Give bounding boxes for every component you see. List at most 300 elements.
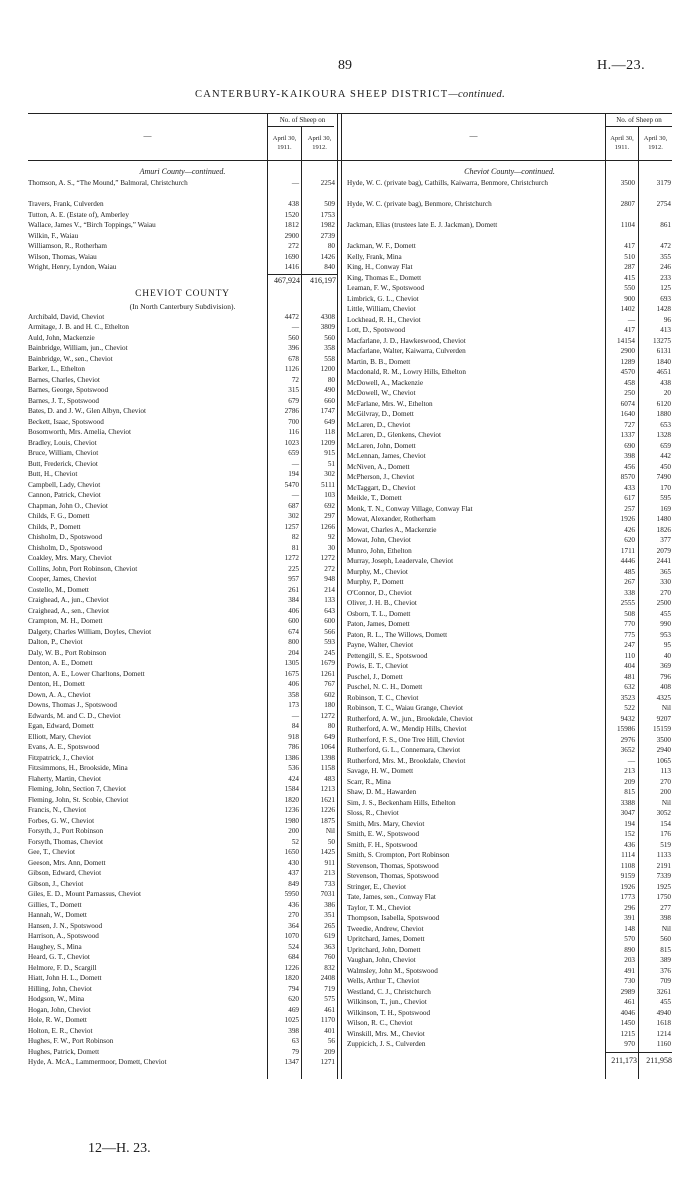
sheep-count-1911: 678 [288,354,299,363]
table-row [347,735,672,746]
holder-name: Tutton, A. E. (Estate of), Amberley [28,210,129,219]
sheep-count-1911: 727 [624,420,635,429]
sheep-count-1911: — [291,491,299,499]
table-row [28,252,337,263]
sheep-count-1912: 213 [324,869,335,877]
holder-name: Hughes, F. W., Port Robinson [28,1037,114,1045]
sheep-count-1912: 1272 [320,711,335,720]
table-row [347,819,672,830]
sheep-count-1911: 3388 [620,798,635,807]
holder-name: McTaggart, D., Cheviot [347,483,416,492]
table-row [28,564,337,575]
sheep-count-1911: 1386 [284,753,299,762]
sheep-count-1911: 1711 [620,546,635,555]
table-row [347,598,672,609]
right-total-1911: 211,173 [611,1055,637,1065]
holder-name: Childs, F. G., Domett [28,512,90,520]
table-row [28,805,337,816]
holder-name: Mowat, Alexander, Rotherham [347,515,436,523]
page-footer: 12—H. 23. [88,1141,151,1156]
sheep-count-1912: 40 [663,651,671,660]
sheep-count-1911: 430 [288,858,299,867]
sheep-count-1912: 1160 [656,1040,671,1048]
sheep-count-1911: 438 [288,200,299,208]
sheep-count-1912: 558 [324,354,335,363]
sheep-count-1912: 1158 [320,764,335,772]
table-row [28,511,337,522]
sheep-count-1912: 265 [324,921,335,930]
sheep-count-1912: 643 [324,606,335,615]
holder-name: Murphy, M., Cheviot [347,567,408,576]
holder-name: Leaman, F. W., Spotswood [347,284,425,292]
table-row [347,651,672,662]
sheep-count-1911: 14154 [617,336,635,345]
table-row [347,378,672,389]
holder-name: McLaren, D., Glenkens, Cheviot [347,431,442,439]
sheep-count-1911: 148 [624,924,635,933]
table-row [347,903,672,914]
table-row [347,430,672,441]
table-row [28,375,337,386]
sheep-count-1912: 566 [324,627,335,636]
holder-name: Upritchard, John, Domett [347,945,421,954]
page-title [0,89,700,100]
sheep-count-1912: 118 [324,428,335,436]
table-row [347,703,672,714]
sheep-count-1912: 408 [660,683,671,691]
sheep-count-1911: — [291,323,299,331]
holder-name: O'Connor, D., Cheviot [347,588,412,597]
sheep-count-1912: 2191 [656,861,671,870]
sheep-count-1911: 600 [288,617,299,625]
table-row [347,304,672,315]
holder-name: Robinson, T. C., Waiau Grange, Cheviot [347,704,464,712]
sheep-count-1912: 1925 [656,882,671,891]
sheep-count-1911: 364 [288,921,299,930]
sheep-count-1911: 550 [624,284,635,292]
sheep-count-1911: 4570 [620,368,635,376]
sheep-count-1911: 700 [288,417,299,426]
sheep-count-1911: 1820 [284,974,299,982]
holder-name: Vaughan, John, Cheviot [347,956,416,964]
holder-name: McLennan, James, Cheviot [347,452,426,460]
sheep-count-1912: 9207 [656,714,671,723]
holder-name: Oliver, J. H. B., Cheviot [347,599,417,607]
table-row [28,1047,337,1058]
sheep-count-1911: 510 [624,252,635,261]
sheep-count-1912: 1428 [656,305,671,313]
table-row [347,609,672,620]
table-row [347,840,672,851]
holder-name: Stevenson, Thomas, Spotswood [347,861,439,870]
sheep-count-1912: 80 [327,375,335,384]
sheep-count-1911: 338 [624,588,635,597]
sheep-count-1911: 849 [288,879,299,888]
sheep-count-1911: 815 [624,788,635,796]
holder-name: Crampton, M. H., Domett [28,617,103,625]
sheep-count-1911: 415 [624,273,635,282]
table-row [28,1015,337,1026]
table-row [28,700,337,711]
sheep-count-1912: 80 [327,242,335,250]
holder-name: Elliott, Mary, Cheviot [28,732,92,741]
table-row [28,427,337,438]
sheep-count-1911: 674 [288,627,299,636]
holder-name: Daly, W. B., Port Robinson [28,648,107,657]
sheep-count-1911: 1023 [284,438,299,447]
sheep-count-1912: 832 [324,963,335,972]
sheep-count-1912: 4940 [656,1008,671,1017]
holder-name: Beckett, Isaac, Spotswood [28,417,104,426]
table-row [28,522,337,533]
table-row [28,220,337,231]
sheep-count-1912: 377 [660,536,671,544]
holder-name: Armitage, J. B. and H. C., Ethelton [28,323,130,331]
sheep-count-1911: 250 [624,389,635,397]
sheep-count-1911: 72 [291,375,299,384]
sheep-count-1912: 277 [660,903,671,912]
table-row [347,934,672,945]
table-row [347,577,672,588]
holder-name: Mowat, John, Cheviot [347,536,411,544]
sheep-count-1911: 213 [624,767,635,775]
holder-name: Bradley, Louis, Cheviot [28,438,97,447]
amuri-list [28,178,337,273]
right-total-1912: 211,958 [646,1055,672,1065]
table-row [28,459,337,470]
holder-name: Barnes, J. T., Spotswood [28,396,100,405]
sheep-count-1911: 3500 [620,179,635,187]
holder-name: Hiatt, John H. L., Domett [28,974,102,982]
holder-name: Hilling, John, Cheviot [28,984,92,993]
sheep-count-1912: 911 [324,858,335,867]
holder-name: Limbrick, G. L., Cheviot [347,294,419,303]
sheep-count-1911: 522 [624,704,635,712]
sheep-count-1912: 840 [324,263,335,271]
table-row [347,588,672,599]
holder-name: Wilkin, F., Waiau [28,231,79,240]
sheep-count-1912: 1064 [320,743,335,751]
table-row [28,448,337,459]
table-row [28,952,337,963]
sheep-count-1911: 1812 [284,221,299,229]
holder-name: Zuppicich, J. S., Culverden [347,1040,426,1048]
table-row [347,976,672,987]
sheep-count-1911: 918 [288,732,299,741]
sheep-count-1912: Nil [661,798,671,807]
sheep-count-1911: 1305 [284,659,299,667]
sheep-count-1912: 209 [324,1047,335,1056]
table-row [347,451,672,462]
sheep-count-1912: 233 [660,273,671,282]
sheep-count-1912: 272 [324,564,335,573]
holder-name: Tate, James, sen., Conway Flat [347,893,436,901]
holder-name: Bates, D. and J. W., Glen Albyn, Cheviot [28,407,146,415]
table-row [347,420,672,431]
sheep-count-1912: 95 [663,641,671,649]
holder-name: McFarlane, Mrs. W., Ethelton [347,399,433,408]
holder-name: Haughey, S., Mina [28,942,82,951]
holder-name: Thompson, Isabella, Spotswood [347,914,440,922]
sheep-count-1912: 709 [660,977,671,985]
sheep-count-1912: 3179 [656,179,671,187]
right-column [347,166,672,1068]
holder-name: Payne, Walter, Cheviot [347,641,414,649]
table-row [28,585,337,596]
sheep-count-1912: 1840 [656,357,671,366]
table-row [347,714,672,725]
sheep-count-1912: 5111 [321,480,335,489]
table-row [28,984,337,995]
sheep-count-1912: 401 [324,1026,335,1035]
table-row [28,847,337,858]
sheep-count-1911: 398 [288,1026,299,1035]
sheep-count-1911: — [627,315,635,324]
holder-name: Jackman, W. F., Domett [347,242,416,250]
title-text: CANTERBURY-KAIKOURA SHEEP DISTRICT [194,89,449,100]
sheep-count-1912: 509 [324,200,335,208]
sheep-count-1911: 436 [624,840,635,849]
holder-name: Meikle, T., Domett [347,494,402,502]
sheep-count-1912: 1679 [320,659,335,667]
sheep-count-1911: 3523 [620,693,635,702]
sheep-count-1912: 376 [660,966,671,975]
table-row [28,532,337,543]
sheep-count-1912: 1133 [656,851,671,859]
holder-name: McGilvray, D., Domett [347,410,414,418]
sheep-count-1912: 442 [660,452,671,460]
sheep-count-1912: 483 [324,774,335,783]
sheep-count-1912: 619 [324,932,335,940]
holder-name: Macfarlane, Walter, Kaiwarra, Culverden [347,347,466,355]
table-row [347,535,672,546]
sheep-count-1911: 2989 [620,987,635,996]
sheep-count-1912: 1398 [320,753,335,762]
sheep-count-1911: 1337 [620,431,635,439]
sheep-count-1911: 424 [288,774,299,783]
table-row [28,364,337,375]
sheep-count-1911: 524 [288,942,299,951]
sheep-count-1911: 1347 [284,1058,299,1066]
table-row [347,861,672,872]
holder-name: Coakley, Mrs. Mary, Cheviot [28,554,112,562]
table-row [28,721,337,732]
sheep-count-1911: 2900 [620,347,635,355]
holder-name: Down, A. A., Cheviot [28,690,91,699]
sheep-count-1911: 481 [624,672,635,681]
sheep-count-1912: 170 [660,483,671,492]
sheep-count-1912: 760 [324,953,335,961]
holder-name: McDowell, W., Cheviot [347,389,416,397]
sheep-count-1911: 15986 [617,725,635,733]
sheep-count-1912: 1266 [320,522,335,531]
holder-name: Francis, N., Cheviot [28,806,87,814]
sheep-count-1912: 767 [324,680,335,688]
sheep-count-1912: 3809 [320,323,335,331]
table-row [347,294,672,305]
left-name-header: — [143,131,152,140]
sheep-count-1912: 1261 [320,669,335,678]
sheep-count-1911: 461 [624,998,635,1006]
sheep-count-1912: 693 [660,294,671,303]
holder-name: Butt, H., Cheviot [28,470,78,478]
sheep-count-1912: 2739 [320,231,335,240]
table-row [28,784,337,795]
table-row [347,567,672,578]
sheep-count-1911: 2786 [284,407,299,415]
holder-name: Hansen, J. N., Spotswood [28,921,103,930]
sheep-count-1911: 225 [288,564,299,573]
holder-name: Macfarlane, J. D., Hawkeswood, Cheviot [347,336,466,345]
sheep-count-1911: 1108 [620,861,635,870]
table-row [28,480,337,491]
sheep-count-1912: 1426 [320,252,335,261]
holder-name: Hyde, W. C. (private bag), Benmore, Christchurch [347,200,492,208]
sheep-count-1912: 455 [660,998,671,1006]
table-row [28,262,337,273]
holder-name: Lockhead, R. H., Cheviot [347,315,421,324]
holder-name: Scarr, R., Mina [347,777,391,786]
left-col2-header: April 30, 1912. [307,135,332,151]
sheep-count-1912: 2408 [320,974,335,982]
table-row [28,396,337,407]
holder-name: Rutherford, Mrs. M., Brookdale, Cheviot [347,756,466,765]
holder-name: Denton, H., Domett [28,680,85,688]
sheep-count-1912: 1826 [656,525,671,534]
sheep-count-1911: — [291,711,299,720]
sheep-count-1912: 915 [324,449,335,457]
holder-name: McDowell, A., Mackenzie [347,378,424,387]
sheep-count-1912: 719 [324,984,335,993]
table-row [28,858,337,869]
table-row [28,679,337,690]
holder-name: Fleming, John, St. Scobie, Cheviot [28,795,129,804]
sheep-count-1912: 595 [660,494,671,502]
holder-name: Osborn, T. L., Domett [347,609,411,618]
sheep-count-1911: — [291,179,299,187]
sheep-count-1912: 270 [660,588,671,597]
holder-name: Fitzsimmons, H., Brookside, Mina [28,764,128,772]
sheep-count-1912: 92 [327,533,335,541]
table-row [28,942,337,953]
sheep-count-1911: 469 [288,1005,299,1014]
sheep-count-1912: 176 [660,830,671,838]
sheep-count-1911: 1289 [620,357,635,366]
holder-name: Shaw, D. M., Hawarden [347,788,417,796]
holder-name: Rutherford, A. W., Mendip Hills, Cheviot [347,725,467,733]
holder-name: Craighead, A., sen., Cheviot [28,606,110,615]
holder-name: Munro, John, Ethelton [347,546,412,555]
sheep-count-1911: 417 [624,326,635,334]
holder-name: Tweedie, Andrew, Cheviot [347,924,424,933]
table-row [347,1018,672,1029]
table-row [28,343,337,354]
table-row [28,816,337,827]
sheep-count-1911: 84 [291,722,299,730]
sheep-count-1911: 1690 [284,252,299,261]
table-row [28,543,337,554]
holder-name: Geeson, Mrs. Ann, Domett [28,858,106,867]
holder-name: Evans, A. E., Spotswood [28,743,100,751]
sheep-count-1912: 649 [324,732,335,741]
table-row [347,987,672,998]
sheep-count-1911: 209 [624,777,635,786]
sheep-count-1911: 358 [288,690,299,699]
sheep-count-1912: 455 [660,609,671,618]
holder-name: Giles, E. D., Mount Parnassus, Cheviot [28,890,141,898]
sheep-count-1911: 1450 [620,1019,635,1027]
table-row [347,346,672,357]
holder-name: McPherson, J., Cheviot [347,473,415,481]
sheep-count-1912: 450 [660,462,671,471]
holder-name: Chisholm, D., Spotswood [28,533,103,541]
sheep-count-1912: 602 [324,690,335,699]
sheep-count-1911: 632 [624,683,635,691]
table-row [28,199,337,210]
holder-name: Martin, B. B., Domett [347,357,411,366]
sheep-count-1912: 1618 [656,1019,671,1027]
table-row [347,871,672,882]
sheep-count-1912: 438 [660,378,671,387]
holder-name: Stringer, E., Cheviot [347,882,407,891]
holder-name: Childs, P., Domett [28,522,81,531]
sheep-count-1911: 247 [624,641,635,649]
sheep-count-1912: 2754 [656,200,671,208]
sheep-count-1911: 684 [288,953,299,961]
sheep-count-1912: 472 [660,242,671,250]
table-row [28,637,337,648]
sheep-count-1911: 3047 [620,809,635,817]
table-row [28,333,337,344]
sheep-count-1912: 692 [324,501,335,510]
sheep-count-1911: 900 [624,294,635,303]
sheep-count-1912: 861 [660,221,671,229]
amuri-total-1911: 467,924 [274,275,300,285]
sheep-count-1911: 1640 [620,410,635,418]
sheep-count-1912: 649 [324,417,335,426]
sheep-count-1911: 63 [291,1037,299,1045]
holder-name: Smith, S. Crompton, Port Robinson [347,851,450,859]
sheep-count-1912: 796 [660,672,671,681]
sheep-count-1912: 96 [663,315,671,324]
table-row [347,525,672,536]
holder-name: Wilson, R. C., Cheviot [347,1019,413,1027]
sheep-count-1912: 7339 [656,872,671,880]
holder-name: Lott, D., Spotswood [347,326,406,334]
sheep-count-1911: 257 [624,504,635,513]
table-row [28,231,337,242]
holder-name: McLaren, John, Domett [347,441,416,450]
sheep-count-1911: 690 [624,441,635,450]
sheep-count-1911: 679 [288,396,299,405]
sheep-count-1912: 1425 [320,848,335,856]
table-row [347,1039,672,1050]
holder-name: Taylor, T. M., Cheviot [347,903,411,912]
sheep-count-1911: 1675 [284,669,299,678]
holder-name: Chapman, John O., Cheviot [28,501,108,510]
table-row [347,504,672,515]
sheep-count-1911: 620 [624,536,635,544]
holder-name: Forsyth, J., Port Robinson [28,827,104,835]
sheep-count-1911: 272 [288,242,299,250]
holder-name: Wright, Henry, Lyndon, Waiau [28,263,117,271]
sheep-count-1912: 1226 [320,806,335,814]
sheep-count-1912: 413 [660,326,671,334]
sheep-count-1912: 593 [324,638,335,646]
table-row [28,837,337,848]
sheep-count-1912: 733 [324,879,335,888]
holder-name: Rutherford, A. W., jun., Brookdale, Cheviot [347,714,473,723]
